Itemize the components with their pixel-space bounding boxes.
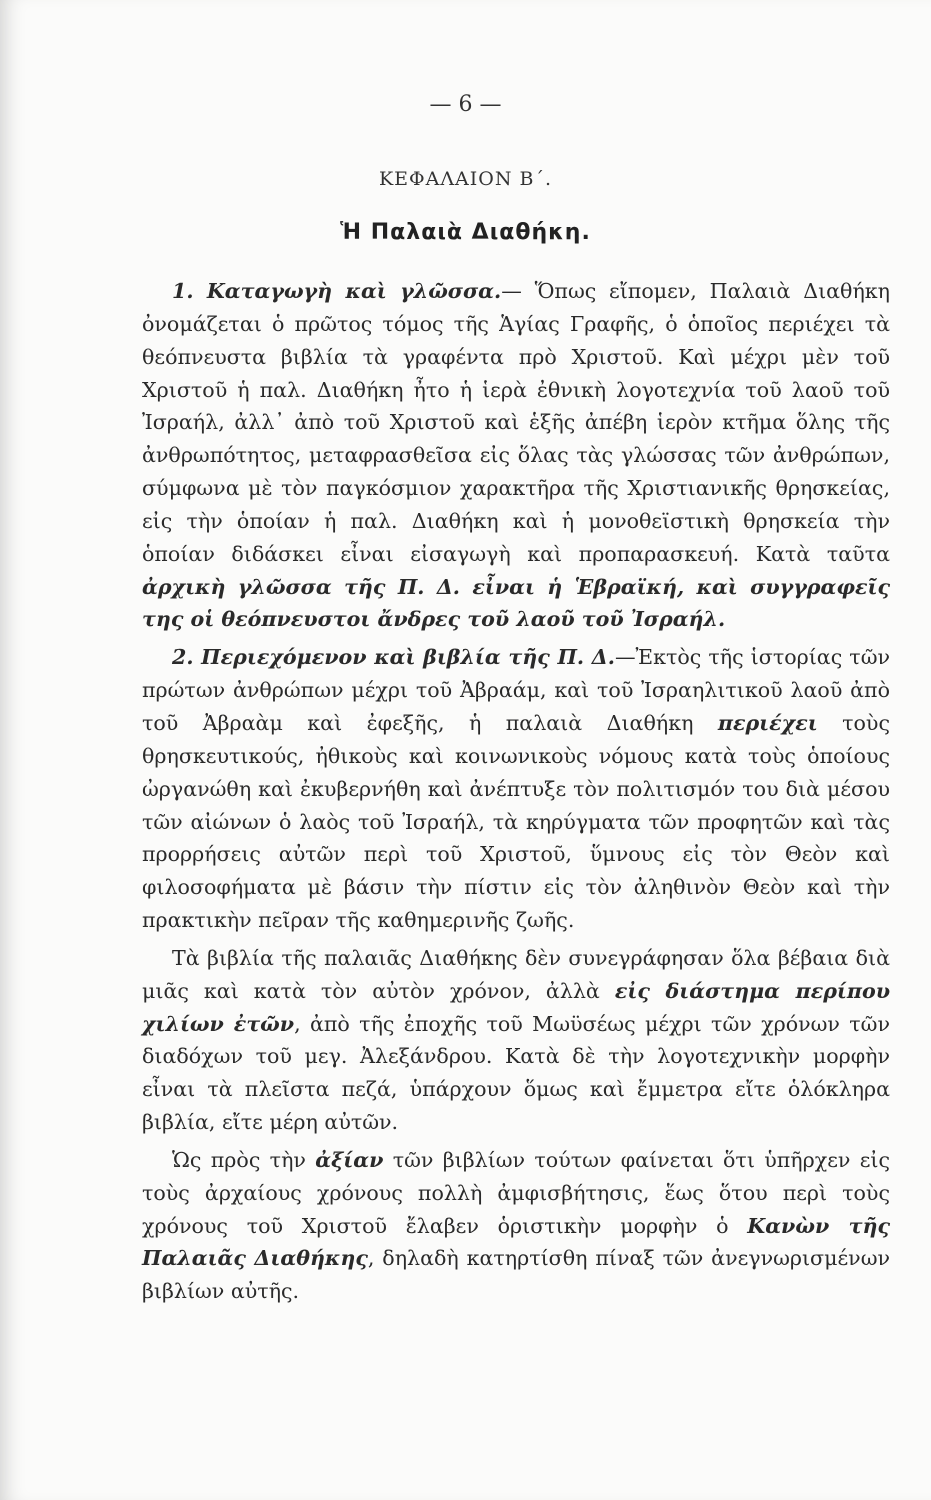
emphasis-text: ἀρχικὴ γλῶσσα τῆς Π. Δ. εἶναι ἡ Ἑβραϊκή, καὶ συγγραφεῖς της οἱ θεόπνευστοι ἄνδρες τοῦ λαοῦ τοῦ Ἰσραήλ. [142,574,890,632]
paragraph-composition [142,942,890,1139]
text-run: —Ἐκτὸς τῆς ἱστορίας τῶν πρώτων ἀνθρώπων μέχρι τοῦ Ἀβραάμ, καὶ τοῦ Ἰσραηλιτικοῦ λαοῦ ἀπὸ τοῦ Ἀβραὰμ καὶ ἐφεξῆς, ἡ παλαιὰ Διαθήκη [142,645,891,735]
section-heading: 2. Περιεχόμενον καὶ βιβλία τῆς Π. Δ. [172,645,615,670]
emphasis-text: Κανὼν τῆς Παλαιᾶς Διαθήκης [142,1213,890,1271]
body-text [142,275,890,1308]
text-run: τῶν βιβλίων τούτων φαίνεται ὅτι ὑπῆρχεν εἰς τοὺς ἀρχαίους χρόνους πολλὴ ἀμφισβήτησις, ἕως ὅτου περὶ τοὺς χρόνους τοῦ Χριστοῦ ἔλαβεν ὁριστικὴν μορφὴν ὁ [142,1147,890,1238]
section-heading: 1. Καταγωγὴ καὶ γλῶσσα. [172,279,502,303]
text-run: , δηλαδὴ κατηρτίσθη πίναξ τῶν ἀνεγνωρισμένων βιβλίων αὐτῆς. [142,1246,890,1304]
emphasis-text: περιέχει [717,710,818,735]
chapter-title: Ἡ Παλαιὰ Διαθήκη. [340,220,591,245]
text-run: , ἀπὸ τῆς ἐποχῆς τοῦ Μωϋσέως μέχρι τῶν χρόνων τῶν διαδόχων τοῦ μεγ. Ἀλεξάνδρου. Κατὰ δὲ τὴν λογοτεχνικὴν μορφὴν εἶναι τὰ πλεῖστα πεζά, ὑπάρχουν ὅμως καὶ ἔμμετρα εἴτε ὁλόκληρα βιβλία, εἴτε μέρη αὐτῶν. [142,1011,890,1135]
paragraph-canon [142,1144,890,1308]
paragraph-content-books [142,641,890,937]
text-run: Ὡς πρὸς τὴν [172,1147,316,1172]
text-run: Τὰ βιβλία τῆς παλαιᾶς Διαθήκης δὲν συνεγράφησαν ὅλα βέβαια διὰ μιᾶς καὶ κατὰ τὸν αὐτὸν χρόνον, ἀλλὰ [142,945,890,1003]
emphasis-text: εἰς διάστημα περίπου χιλίων ἐτῶν [142,978,890,1036]
text-run: — Ὅπως εἴπομεν, Παλαιὰ Διαθήκη ὀνομάζεται ὁ πρῶτος τόμος τῆς Ἁγίας Γραφῆς, ὁ ὁποῖος περιέχει τὰ θεόπνευστα βιβλία τὰ γραφέντα πρὸ Χριστοῦ. Καὶ μέχρι μὲν τοῦ Χριστοῦ ἡ παλ. Διαθήκη ἦτο ἡ ἱερὰ ἐθνικὴ λογοτεχνία τοῦ λαοῦ τοῦ Ἰσραήλ, ἀλλ᾽ ἀπὸ τοῦ Χριστοῦ καὶ ἑξῆς ἀπέβη ἱερὸν κτῆμα ὅλης τῆς ἀνθρωπότητος, μεταφρασθεῖσα εἰς ὅλας τὰς γλώσσας τῶν ἀνθρώπων, σύμφωνα μὲ τὸν παγκόσμιον χαρακτῆρα τῆς Χριστιανικῆς θρησκείας, εἰς τὴν ὁποίαν ἡ παλ. Διαθήκη καὶ ἡ μονοθεϊστικὴ θρησκεία τὴν ὁποίαν διδάσκει εἶναι εἰσαγωγὴ καὶ προπαρασκευή. Κατὰ ταῦτα [142,279,891,566]
text-run: τοὺς θρησκευτικούς, ἠθικοὺς καὶ κοινωνικοὺς νόμους κατὰ τοὺς ὁποίους ὠργανώθη καὶ ἐκυβερνήθη καὶ ἀνέπτυξε τὸν πολιτισμόν του διὰ μέσου τῶν αἰώνων ὁ λαὸς τοῦ Ἰσραήλ, τὰ κηρύγματα τῶν προφητῶν καὶ τὰς προρρήσεις αὐτῶν περὶ τοῦ Χριστοῦ, ὕμνους εἰς τὸν Θεὸν καὶ φιλοσοφήματα μὲ βάσιν τὴν πίστιν εἰς τὸν ἀληθινὸν Θεὸν καὶ τὴν πρακτικὴν πεῖραν τῆς καθημερινῆς ζωῆς. [142,710,890,933]
chapter-label: ΚΕΦΑΛΑΙΟΝ Β΄. [378,168,553,190]
emphasis-text: ἀξίαν [315,1147,384,1172]
paragraph-origin-language [142,275,890,636]
page-number: — 6 — [429,92,502,117]
